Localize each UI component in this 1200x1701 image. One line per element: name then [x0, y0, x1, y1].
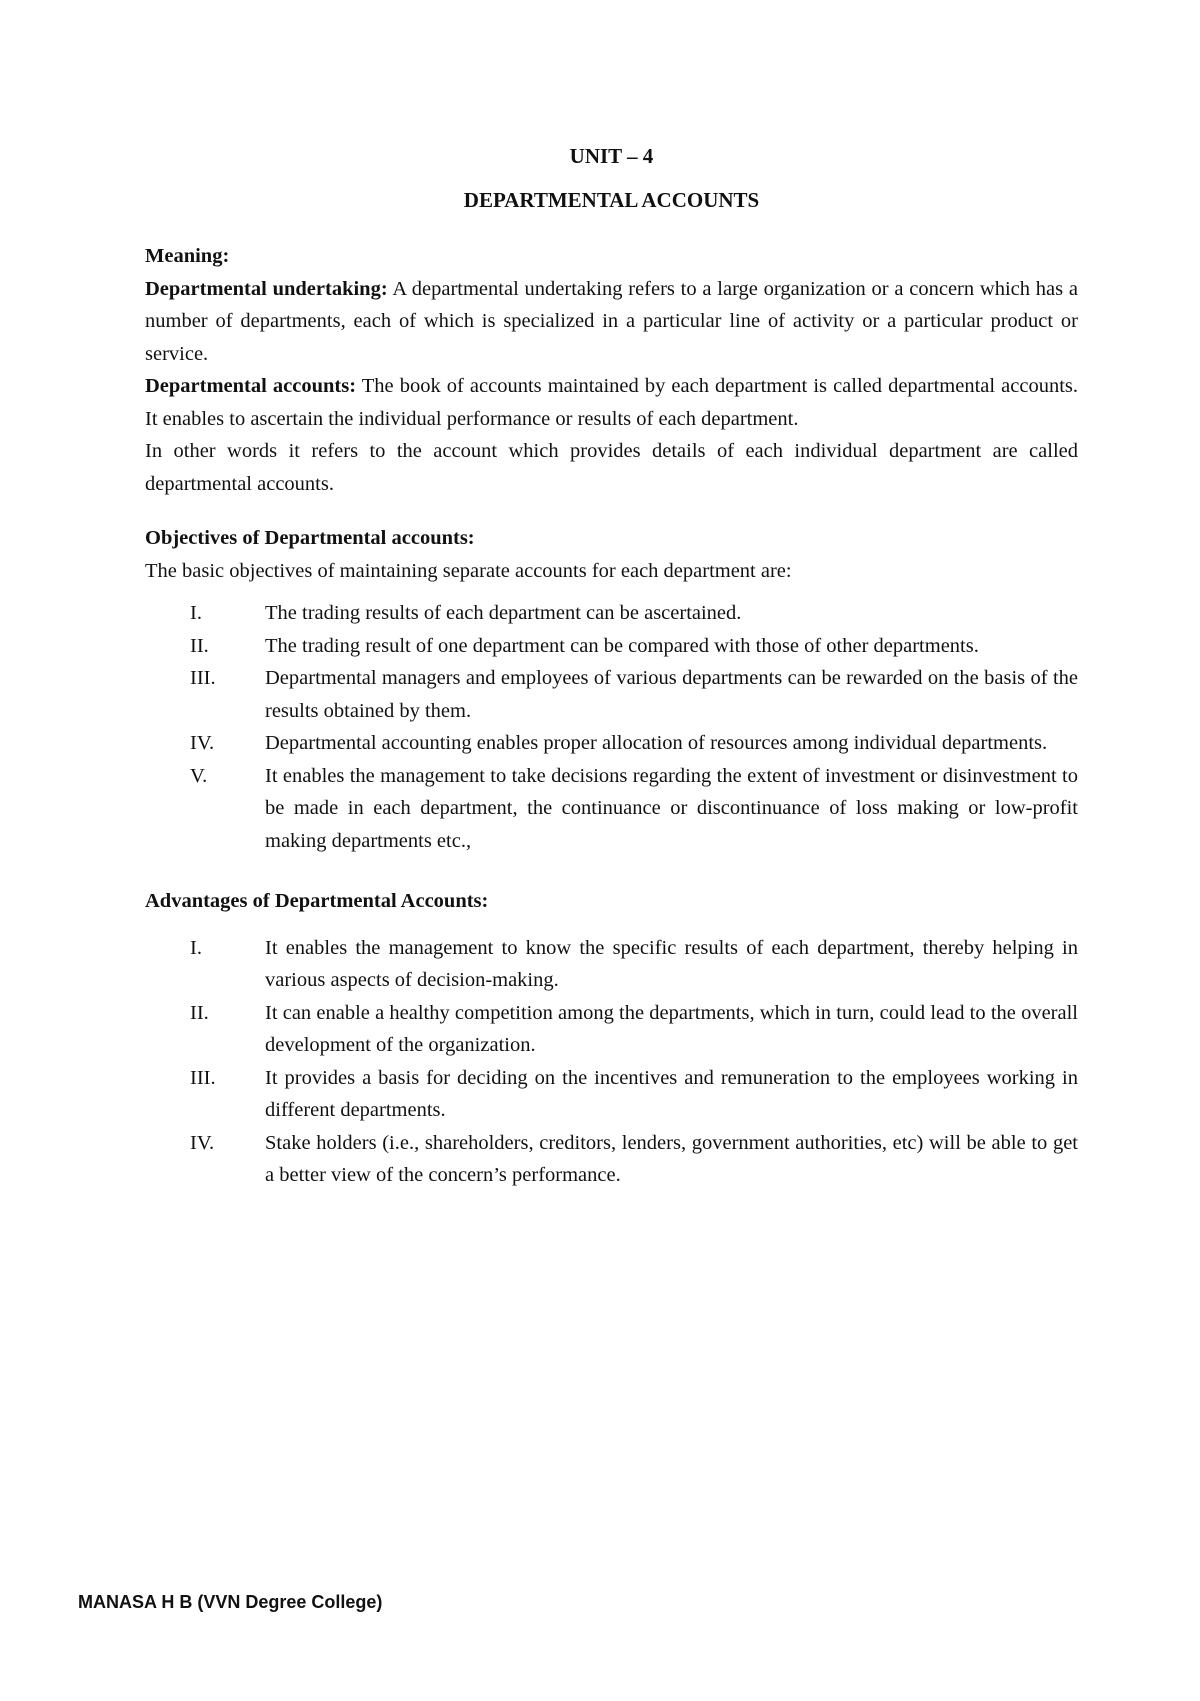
dept-undertaking-text: A departmental undertaking refers to a large organization or a concern which has a number of departments, each of which is specialized in a particular line of activity or a particular product or service. [145, 277, 1078, 365]
objective-text: The trading results of each department can be ascertained. [265, 602, 742, 624]
advantage-item [145, 997, 1078, 1062]
advantage-text: It provides a basis for deciding on the incentives and remuneration to the employees working in different departments. [265, 1066, 1078, 1121]
footer-author: MANASA H B (VVN Degree College) [78, 1592, 383, 1612]
dept-undertaking-label: Departmental undertaking: [145, 277, 388, 300]
other-words-paragraph: In other words it refers to the account which provides details of each individual department are called departmental accounts. [145, 440, 1078, 495]
objective-item [145, 727, 1078, 760]
advantage-text: It enables the management to know the specific results of each department, thereby helping in various aspects of decision-making. [265, 936, 1078, 991]
objectives-lead: The basic objectives of maintaining separate accounts for each department are: [145, 559, 792, 582]
list-number: V. [190, 764, 208, 787]
advantages-heading: Advantages of Departmental Accounts: [145, 890, 489, 912]
list-number: III. [190, 667, 216, 689]
list-number: I. [190, 936, 202, 959]
advantage-text: It can enable a healthy competition among the departments, which in turn, could lead to the overall development of the organization. [265, 1001, 1078, 1056]
objective-text: It enables the management to take decisions regarding the extent of investment or disinvestment to be made in each department, the continuance or discontinuance of loss making or low-profit making departments etc., [265, 764, 1078, 852]
list-number: IV. [190, 732, 215, 754]
dept-undertaking-paragraph [145, 273, 1078, 371]
objective-text: Departmental accounting enables proper allocation of resources among individual departments. [265, 732, 1048, 754]
advantages-list [145, 932, 1078, 1192]
document-title: DEPARTMENTAL ACCOUNTS [463, 188, 760, 212]
list-number: IV. [190, 1131, 215, 1154]
advantage-item [145, 932, 1078, 997]
advantage-item [145, 1062, 1078, 1127]
list-number: III. [190, 1066, 216, 1089]
objective-item [145, 630, 1078, 663]
objective-item [145, 662, 1078, 727]
advantage-item [145, 1127, 1078, 1192]
dept-accounts-paragraph [145, 370, 1078, 435]
objective-item [145, 597, 1078, 630]
advantage-text: Stake holders (i.e., shareholders, creditors, lenders, government authorities, etc) will be able to get a better view of the concern’s performance. [265, 1131, 1078, 1186]
document-body [145, 140, 1078, 1192]
meaning-heading: Meaning: [145, 245, 230, 267]
dept-accounts-text: The book of accounts maintained by each department is called departmental accounts. It enables to ascertain the individual performance or results of each department. [145, 375, 1079, 430]
objectives-list [145, 597, 1078, 857]
unit-title: UNIT – 4 [569, 144, 654, 168]
dept-accounts-label: Departmental accounts: [145, 375, 357, 397]
objective-text: The trading result of one department can be compared with those of other departments. [265, 634, 979, 657]
list-number: II. [190, 1001, 209, 1024]
objectives-heading: Objectives of Departmental accounts: [145, 527, 475, 549]
list-number: II. [190, 634, 209, 657]
objective-text: Departmental managers and employees of various departments can be rewarded on the basis of the results obtained by them. [265, 667, 1078, 722]
list-number: I. [190, 602, 202, 624]
objective-item [145, 760, 1078, 858]
